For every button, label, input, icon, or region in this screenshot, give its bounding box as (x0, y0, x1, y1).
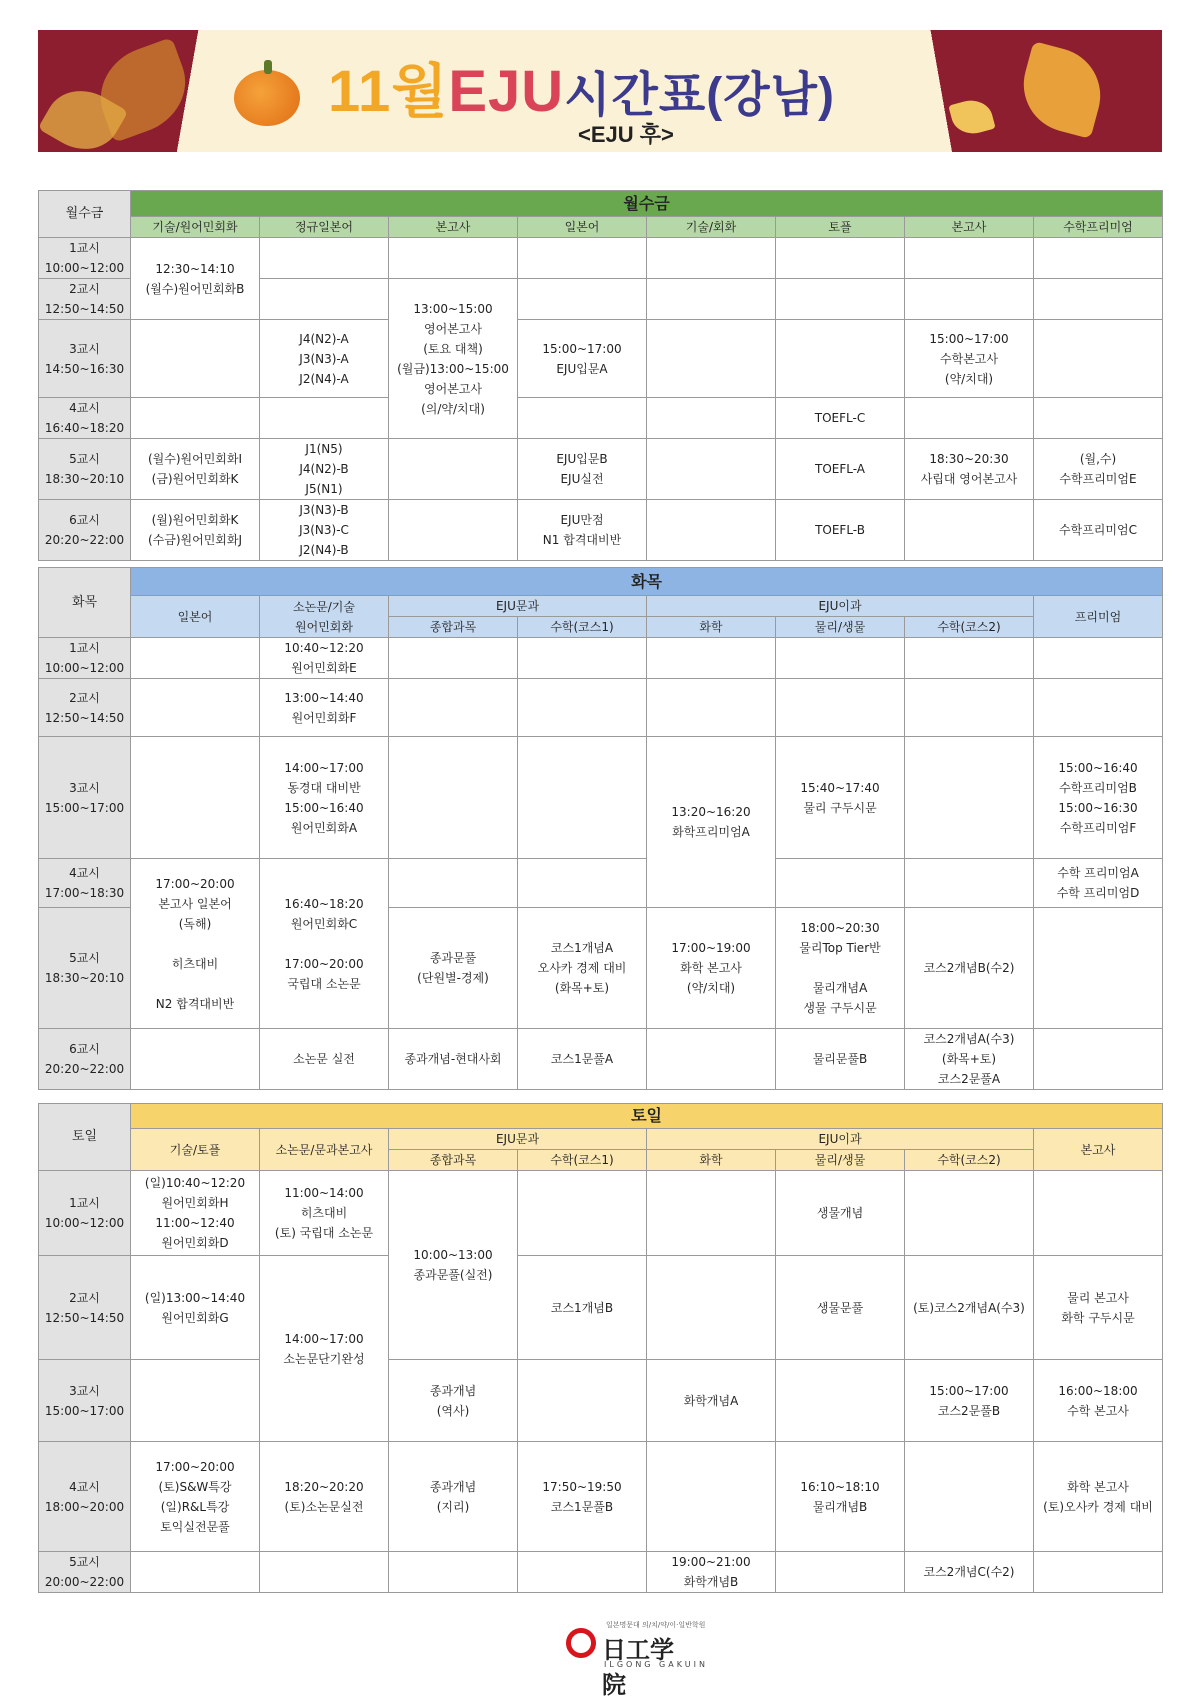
table-cell: J1(N5) J4(N2)-B J5(N1) (260, 439, 389, 500)
table-cell (131, 320, 260, 398)
table-cell (905, 679, 1034, 737)
pumpkin-icon (234, 70, 300, 126)
column-header: 본고사 (1034, 1129, 1163, 1171)
table-cell (389, 238, 518, 279)
table-cell (389, 859, 518, 908)
table-cell (518, 398, 647, 439)
table-cell (647, 679, 776, 737)
table-cell (131, 737, 260, 859)
table-cell (905, 279, 1034, 320)
column-header: 물리/생물 (776, 617, 905, 638)
table-cell: 17:00~20:00 본고사 일본어 (독해) 히츠대비 N2 합격대비반 (131, 859, 260, 1029)
table-cell: 코스2개념C(수2) (905, 1552, 1034, 1593)
table-cell (905, 1442, 1034, 1552)
table-cell (131, 1360, 260, 1442)
table-cell: 13:00~15:00 영어본고사 (토요 대책) (월금)13:00~15:00 영어본고사 (의/약/치대) (389, 279, 518, 439)
table-cell (518, 1552, 647, 1593)
table-cell: (토)코스2개념A(수3) (905, 1256, 1034, 1360)
header-banner (38, 30, 1162, 152)
table-cell: 18:20~20:20 (토)소논문실전 (260, 1442, 389, 1552)
table-cell (647, 1171, 776, 1256)
column-header: 수학프리미엄 (1034, 217, 1163, 238)
table-cell (776, 279, 905, 320)
table-cell: 물리문풀B (776, 1029, 905, 1090)
column-header: 프리미엄 (1034, 596, 1163, 638)
column-header: 종합과목 (389, 1150, 518, 1171)
table-cell (905, 737, 1034, 859)
table-cell (389, 500, 518, 561)
table-cell: 17:00~20:00 (토)S&W특강 (일)R&L특강 토익실전문풀 (131, 1442, 260, 1552)
table-cell: (월,수) 수학프리미엄E (1034, 439, 1163, 500)
table-cell: J3(N3)-B J3(N3)-C J2(N4)-B (260, 500, 389, 561)
table-cell (518, 638, 647, 679)
table-cell (647, 398, 776, 439)
period-label: 2교시 12:50~14:50 (39, 279, 131, 320)
table-cell: 코스1개념B (518, 1256, 647, 1360)
table-cell (905, 638, 1034, 679)
table-cell: 코스2개념A(수3) (화목+토) 코스2문풀A (905, 1029, 1034, 1090)
table-cell (647, 500, 776, 561)
table-cell (1034, 1171, 1163, 1256)
column-header: 화학 (647, 617, 776, 638)
logo-english: ILGONG GAKUIN (604, 1660, 708, 1669)
period-label: 1교시 10:00~12:00 (39, 638, 131, 679)
table-cell (776, 679, 905, 737)
table-cell (776, 638, 905, 679)
column-header: 기술/원어민회화 (131, 217, 260, 238)
table-cell: 종과개념 (역사) (389, 1360, 518, 1442)
table-cell: TOEFL-B (776, 500, 905, 561)
table-cell: 14:00~17:00 소논문단기완성 (260, 1256, 389, 1442)
table-cell: (월)원어민회화K (수금)원어민회화J (131, 500, 260, 561)
table-cell (1034, 908, 1163, 1029)
table-cell (131, 679, 260, 737)
table-cell (647, 638, 776, 679)
table-cell (1034, 279, 1163, 320)
table-cell: EJU만점 N1 합격대비반 (518, 500, 647, 561)
table-cell (131, 1029, 260, 1090)
table-cell (1034, 238, 1163, 279)
column-header: 수학(코스1) (518, 617, 647, 638)
period-label: 4교시 17:00~18:30 (39, 859, 131, 908)
column-header: 종합과목 (389, 617, 518, 638)
period-label: 3교시 14:50~16:30 (39, 320, 131, 398)
schedule-table-weekend (38, 1103, 1163, 1593)
table-corner: 토일 (39, 1104, 131, 1171)
column-header: 수학(코스2) (905, 1150, 1034, 1171)
table-cell (776, 320, 905, 398)
table-cell (776, 1360, 905, 1442)
table-cell: (일)10:40~12:20 원어민회화H 11:00~12:40 원어민회화D (131, 1171, 260, 1256)
table-cell (776, 859, 905, 908)
table-cell: 생물개념 (776, 1171, 905, 1256)
period-label: 6교시 20:20~22:00 (39, 500, 131, 561)
table-cell: 코스1개념A 오사카 경제 대비 (화목+토) (518, 908, 647, 1029)
column-header: 수학(코스2) (905, 617, 1034, 638)
page-subtitle: <EJU 후> (578, 122, 674, 147)
period-label: 3교시 15:00~17:00 (39, 1360, 131, 1442)
period-label: 4교시 18:00~20:00 (39, 1442, 131, 1552)
table-cell: 15:40~17:40 물리 구두시문 (776, 737, 905, 859)
table-cell (518, 238, 647, 279)
period-label: 5교시 18:30~20:10 (39, 908, 131, 1029)
table-cell (776, 238, 905, 279)
column-group-header: EJU문과 (389, 596, 647, 617)
table-cell (518, 1171, 647, 1256)
column-header: 화학 (647, 1150, 776, 1171)
table-cell: (월수)원어민회화I (금)원어민회화K (131, 439, 260, 500)
table-cell: 물리 본고사 화학 구두시문 (1034, 1256, 1163, 1360)
table-cell (905, 1171, 1034, 1256)
column-header: 본고사 (389, 217, 518, 238)
table-cell: J4(N2)-A J3(N3)-A J2(N4)-A (260, 320, 389, 398)
table-cell (518, 859, 647, 908)
table-cell: 종과개념-현대사회 (389, 1029, 518, 1090)
table-cell: 코스2개념B(수2) (905, 908, 1034, 1029)
table-cell (260, 398, 389, 439)
table-cell: 19:00~21:00 화학개념B (647, 1552, 776, 1593)
table-cell (1034, 638, 1163, 679)
table-title: 화목 (131, 568, 1163, 596)
column-header: 소논문/기술 원어민회화 (260, 596, 389, 638)
column-header: 일본어 (518, 217, 647, 238)
table-cell (389, 679, 518, 737)
table-title: 월수금 (131, 191, 1163, 217)
table-cell: 13:00~14:40 원어민회화F (260, 679, 389, 737)
table-cell: 화학 본고사 (토)오사카 경제 대비 (1034, 1442, 1163, 1552)
table-cell (389, 439, 518, 500)
period-label: 1교시 10:00~12:00 (39, 1171, 131, 1256)
period-label: 5교시 20:00~22:00 (39, 1552, 131, 1593)
table-cell: EJU입문B EJU실전 (518, 439, 647, 500)
column-header: 토플 (776, 217, 905, 238)
period-label: 2교시 12:50~14:50 (39, 1256, 131, 1360)
column-group-header: EJU이과 (647, 596, 1034, 617)
table-cell (260, 1552, 389, 1593)
school-logo (566, 1621, 708, 1699)
column-header: 물리/생물 (776, 1150, 905, 1171)
table-cell (260, 238, 389, 279)
table-cell: 13:20~16:20 화학프리미엄A (647, 737, 776, 908)
table-cell: 종과문풀 (단원별-경제) (389, 908, 518, 1029)
table-cell (1034, 1029, 1163, 1090)
page-title: 11월EJU시간표(강남) (328, 59, 835, 124)
table-cell: TOEFL-C (776, 398, 905, 439)
table-cell: 15:00~16:40 수학프리미엄B 15:00~16:30 수학프리미엄F (1034, 737, 1163, 859)
table-cell: (일)13:00~14:40 원어민회화G (131, 1256, 260, 1360)
banner-right-band (862, 30, 1162, 152)
table-cell (905, 500, 1034, 561)
table-cell: 17:50~19:50 코스1문풀B (518, 1442, 647, 1552)
table-cell (1034, 398, 1163, 439)
table-cell: 코스1문풀A (518, 1029, 647, 1090)
table-cell (518, 737, 647, 859)
table-cell: 10:40~12:20 원어민회화E (260, 638, 389, 679)
table-cell (518, 679, 647, 737)
period-label: 6교시 20:20~22:00 (39, 1029, 131, 1090)
table-cell (389, 1552, 518, 1593)
table-cell: 15:00~17:00 코스2문풀B (905, 1360, 1034, 1442)
table-cell: 수학 프리미엄A 수학 프리미엄D (1034, 859, 1163, 908)
table-cell: TOEFL-A (776, 439, 905, 500)
table-cell (905, 859, 1034, 908)
column-header: 수학(코스1) (518, 1150, 647, 1171)
period-label: 1교시 10:00~12:00 (39, 238, 131, 279)
table-cell: 17:00~19:00 화학 본고사 (약/치대) (647, 908, 776, 1029)
column-group-header: EJU문과 (389, 1129, 647, 1150)
table-cell (260, 279, 389, 320)
table-cell: 16:00~18:00 수학 본고사 (1034, 1360, 1163, 1442)
column-header: 정규일본어 (260, 217, 389, 238)
table-cell (647, 439, 776, 500)
table-cell (647, 279, 776, 320)
column-header: 일본어 (131, 596, 260, 638)
table-corner: 화목 (39, 568, 131, 638)
table-cell: 10:00~13:00 종과문풀(실전) (389, 1171, 518, 1360)
schedule-table-tt (38, 567, 1163, 1090)
table-cell (647, 1029, 776, 1090)
table-cell: 11:00~14:00 히츠대비 (토) 국립대 소논문 (260, 1171, 389, 1256)
table-cell: 18:30~20:30 사립대 영어본고사 (905, 439, 1034, 500)
period-label: 3교시 15:00~17:00 (39, 737, 131, 859)
column-header: 기술/회화 (647, 217, 776, 238)
table-cell (647, 1442, 776, 1552)
table-cell: 15:00~17:00 EJU입문A (518, 320, 647, 398)
table-cell (518, 1360, 647, 1442)
table-cell: 16:40~18:20 원어민회화C 17:00~20:00 국립대 소논문 (260, 859, 389, 1029)
table-cell (1034, 320, 1163, 398)
schedule-table-mwf (38, 190, 1163, 561)
table-cell: 18:00~20:30 물리Top Tier반 물리개념A 생물 구두시문 (776, 908, 905, 1029)
period-label: 4교시 16:40~18:20 (39, 398, 131, 439)
column-header: 본고사 (905, 217, 1034, 238)
table-cell: 수학프리미엄C (1034, 500, 1163, 561)
table-cell (1034, 679, 1163, 737)
table-title: 토일 (131, 1104, 1163, 1129)
table-cell (776, 1552, 905, 1593)
table-cell: 종과개념 (지리) (389, 1442, 518, 1552)
table-cell: 16:10~18:10 물리개념B (776, 1442, 905, 1552)
column-header: 기술/토플 (131, 1129, 260, 1171)
period-label: 5교시 18:30~20:10 (39, 439, 131, 500)
table-cell (905, 398, 1034, 439)
table-cell (647, 320, 776, 398)
column-header: 소논문/문과본고사 (260, 1129, 389, 1171)
table-cell (389, 638, 518, 679)
table-cell (1034, 1552, 1163, 1593)
table-cell (131, 398, 260, 439)
table-cell: 14:00~17:00 동경대 대비반 15:00~16:40 원어민회화A (260, 737, 389, 859)
table-cell (905, 238, 1034, 279)
table-cell (518, 279, 647, 320)
table-cell: 생물문풀 (776, 1256, 905, 1360)
column-group-header: EJU이과 (647, 1129, 1034, 1150)
table-cell (131, 638, 260, 679)
table-cell (647, 1256, 776, 1360)
table-cell: 소논문 실전 (260, 1029, 389, 1090)
table-cell (389, 737, 518, 859)
table-cell: 화학개념A (647, 1360, 776, 1442)
table-cell (647, 238, 776, 279)
table-cell: 12:30~14:10 (월수)원어민회화B (131, 238, 260, 320)
table-corner: 월수금 (39, 191, 131, 238)
table-cell: 15:00~17:00 수학본고사 (약/치대) (905, 320, 1034, 398)
table-cell (131, 1552, 260, 1593)
period-label: 2교시 12:50~14:50 (39, 679, 131, 737)
logo-circle-icon (566, 1628, 596, 1658)
logo-text: 日工学院 (602, 1636, 674, 1699)
logo-tagline: 일본명문대 의/치/약/이·일반학원 (606, 1621, 706, 1629)
